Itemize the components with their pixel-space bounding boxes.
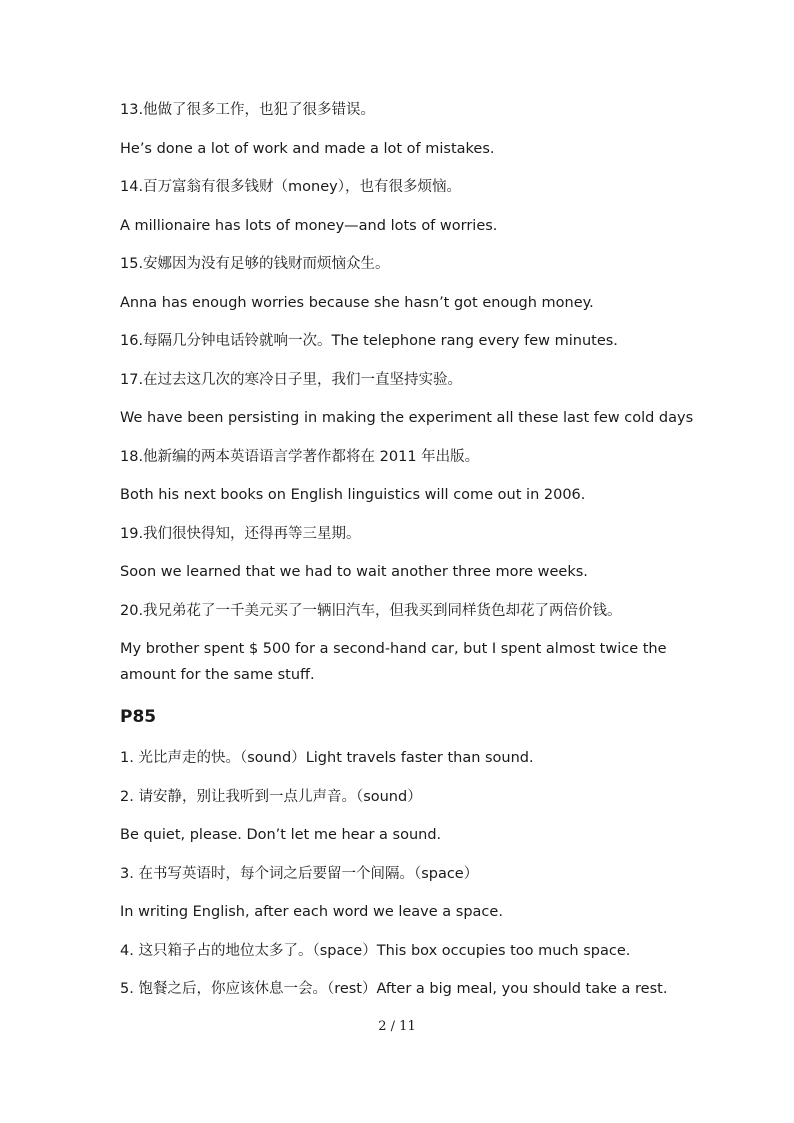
section-heading: P85 xyxy=(120,707,157,727)
text-line: Anna has enough worries because she hasn’t got enough money. xyxy=(120,295,594,311)
text-line: 19.我们很快得知，还得再等三星期。 xyxy=(120,526,361,542)
text-line: A millionaire has lots of money—and lots of worries. xyxy=(120,218,498,234)
text-line: We have been persisting in making the experiment all these last few cold days xyxy=(120,410,694,426)
text-line: 2. 请安静，别让我听到一点儿声音。（sound） xyxy=(120,789,422,805)
text-line: 4. 这只箱子占的地位太多了。（space）This box occupies too much space. xyxy=(120,943,631,959)
page-number: 2 / 11 xyxy=(378,1019,416,1034)
text-line: 17.在过去这几次的寒冷日子里，我们一直坚持实验。 xyxy=(120,372,463,388)
text-line: He’s done a lot of work and made a lot of mistakes. xyxy=(120,141,495,157)
text-line: 16.每隔几分钟电话铃就响一次。The telephone rang every few minutes. xyxy=(120,333,618,349)
text-line: 14.百万富翁有很多钱财（money），也有很多烦恼。 xyxy=(120,179,461,195)
text-line: 20.我兄弟花了一千美元买了一辆旧汽车，但我买到同样货色却花了两倍价钱。 xyxy=(120,603,622,619)
text-line: In writing English, after each word we leave a space. xyxy=(120,904,503,920)
text-line: Soon we learned that we had to wait another three more weeks. xyxy=(120,564,588,580)
text-line: 13.他做了很多工作，也犯了很多错误。 xyxy=(120,102,376,118)
text-line: Be quiet, please. Don’t let me hear a sound. xyxy=(120,827,442,843)
text-line: 5. 饱餐之后，你应该休息一会。（rest）After a big meal, you should take a rest. xyxy=(120,981,668,997)
text-line: Both his next books on English linguistics will come out in 2006. xyxy=(120,487,586,503)
text-line: 1. 光比声走的快。（sound）Light travels faster than sound. xyxy=(120,750,534,766)
text-line: 15.安娜因为没有足够的钱财而烦恼众生。 xyxy=(120,256,390,272)
text-line: 18.他新编的两本英语语言学著作都将在 2011 年出版。 xyxy=(120,449,480,465)
text-line: 3. 在书写英语时，每个词之后要留一个间隔。（space） xyxy=(120,866,479,882)
text-paragraph: My brother spent $ 500 for a second-hand car, but I spent almost twice the amount for the same stuff. xyxy=(120,641,667,683)
